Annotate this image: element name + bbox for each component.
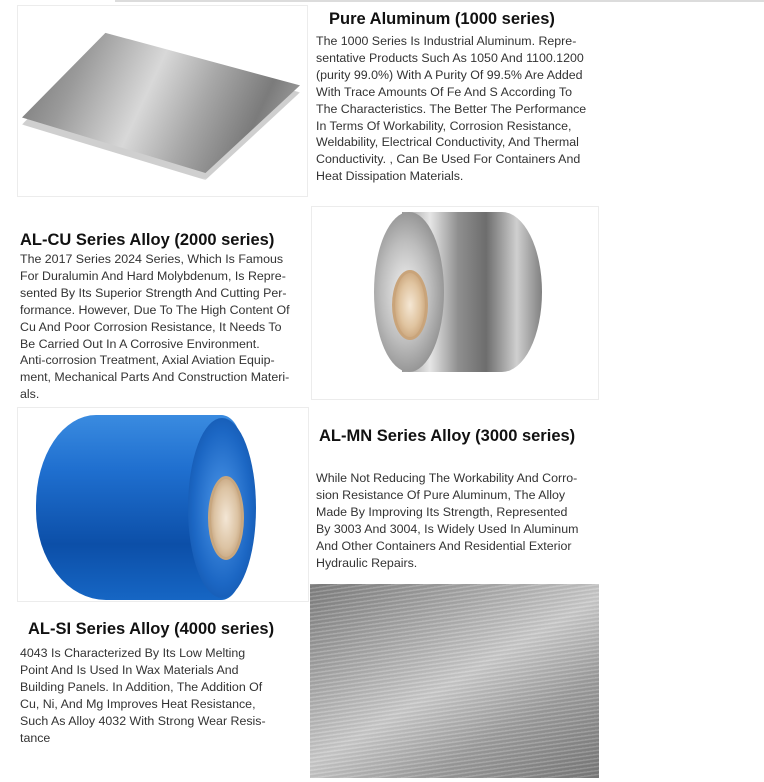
text-line: tance	[20, 730, 51, 745]
text-line: als.	[20, 387, 40, 402]
text-line: sentative Products Such As 1050 And 1100.1200	[316, 50, 584, 65]
section-title-3000: AL-MN Series Alloy (3000 series)	[319, 427, 576, 445]
text-line: Be Carried Out In A Corrosive Environment.	[20, 336, 260, 351]
blue-coil-core	[208, 476, 244, 560]
text-line: 4043 Is Characterized By Its Low Melting	[20, 646, 246, 660]
section-text-2000	[20, 251, 310, 403]
section-title-4000: AL-SI Series Alloy (4000 series)	[28, 620, 275, 638]
text-line: The 1000 Series Is Industrial Aluminum. Repre-	[316, 34, 577, 48]
text-line: With Trace Amounts Of Fe And S According To	[316, 84, 572, 99]
text-line: Heat Dissipation Materials.	[316, 169, 464, 184]
text-line: For Duralumin And Hard Molybdenum, Is Repre-	[20, 268, 286, 283]
text-line: In Terms Of Workability, Corrosion Resistance,	[316, 118, 572, 133]
text-line: Such As Alloy 4032 With Strong Wear Resis-	[20, 713, 266, 728]
section-title-1000: Pure Aluminum (1000 series)	[329, 10, 555, 28]
text-line: Building Panels. In Addition, The Addition Of	[20, 679, 263, 694]
section-title-2000: AL-CU Series Alloy (2000 series)	[20, 231, 275, 249]
text-line: sented By Its Superior Strength And Cutting Per-	[20, 285, 287, 300]
text-line: Cu And Poor Corrosion Resistance, It Needs To	[20, 319, 282, 334]
text-line: Point And Is Used In Wax Materials And	[20, 662, 239, 677]
text-line: Made By Improving Its Strength, Represented	[316, 504, 568, 519]
text-line: Anti-corrosion Treatment, Axial Aviation Equip-	[20, 353, 275, 368]
section-text-3000	[316, 470, 616, 571]
text-line: sion Resistance Of Pure Aluminum, The Alloy	[316, 487, 566, 502]
silver-coil-core	[392, 270, 428, 340]
brushed-aluminum-image	[310, 584, 599, 778]
section-text-4000	[20, 645, 310, 746]
section-text-1000	[316, 33, 616, 185]
text-line: By 3003 And 3004, Is Widely Used In Aluminum	[316, 521, 579, 536]
text-line: Weldability, Electrical Conductivity, And Thermal	[316, 135, 579, 150]
text-line: The Characteristics. The Better The Performance	[316, 101, 587, 116]
text-line: Cu, Ni, And Mg Improves Heat Resistance,	[20, 696, 256, 711]
text-line: Conductivity. , Can Be Used For Containers And	[316, 152, 581, 167]
text-line: ment, Mechanical Parts And Construction Materi-	[20, 370, 290, 385]
top-divider	[115, 0, 764, 2]
text-line: Hydraulic Repairs.	[316, 555, 418, 570]
text-line: The 2017 Series 2024 Series, Which Is Famous	[20, 252, 284, 266]
text-line: (purity 99.0%) With A Purity Of 99.5% Are Added	[316, 67, 583, 82]
text-line: And Other Containers And Residential Exterior	[316, 538, 572, 553]
text-line: While Not Reducing The Workability And Corro-	[316, 471, 578, 485]
text-line: formance. However, Due To The High Content Of	[20, 302, 290, 317]
